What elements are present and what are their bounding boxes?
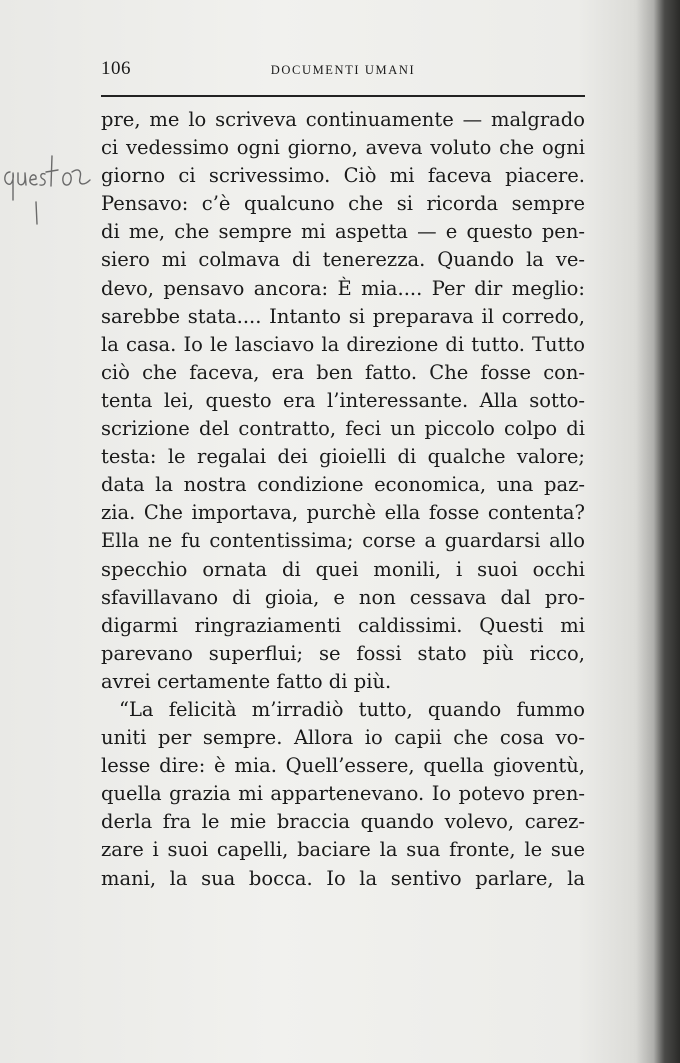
text-line: tenta lei, questo era l’interessante. Alla sotto- xyxy=(101,388,585,412)
text-line: parevano superflui; se fossi stato più ricco, xyxy=(101,641,585,665)
text-line: siero mi colmava di tenerezza. Quando la ve- xyxy=(101,248,585,272)
paragraph xyxy=(101,696,585,893)
text-line: specchio ornata di quei monili, i suoi occhi xyxy=(101,557,585,581)
text-line: lesse dire: è mia. Quell’essere, quella gioventù, xyxy=(101,754,585,778)
text-line: zia. Che importava, purchè ella fosse contenta? xyxy=(101,501,585,525)
page-header xyxy=(101,58,585,82)
page-binding-edge xyxy=(636,0,680,1063)
text-line: quella grazia mi appartenevano. Io potevo pren- xyxy=(101,782,585,806)
text-line: Pensavo: c’è qualcuno che si ricorda sempre xyxy=(101,192,585,216)
text-line: mani, la sua bocca. Io la sentivo parlare, la xyxy=(101,866,585,890)
text-line: sfavillavano di gioia, e non cessava dal pro- xyxy=(101,585,585,609)
text-line: uniti per sempre. Allora io capii che cosa vo- xyxy=(101,726,585,750)
text-line: zare i suoi capelli, baciare la sua fronte, le sue xyxy=(101,838,585,862)
text-line: la casa. Io le lasciavo la direzione di tutto. Tutto xyxy=(101,332,585,356)
text-line: giorno ci scrivessimo. Ciò mi faceva piacere. xyxy=(101,164,585,188)
text-line: sarebbe stata.... Intanto si preparava il corredo, xyxy=(101,304,585,328)
header-rule xyxy=(101,95,585,97)
text-line: “La felicità m’irradiò tutto, quando fummo xyxy=(119,697,585,721)
text-line: di me, che sempre mi aspetta — e questo pen- xyxy=(101,220,585,244)
text-line: ci vedessimo ogni giorno, aveva voluto che ogni xyxy=(101,136,585,160)
margin-annotation xyxy=(2,142,100,232)
text-line: scrizione del contratto, feci un piccolo colpo di xyxy=(101,417,585,441)
text-line: testa: le regalai dei gioielli di qualche valore; xyxy=(101,445,585,469)
text-line: derla fra le mie braccia quando volevo, carez- xyxy=(101,810,585,834)
text-line: ciò che faceva, era ben fatto. Che fosse con- xyxy=(101,360,585,384)
text-line: pre, me lo scriveva continuamente — malgrado xyxy=(101,108,585,131)
text-line: Ella ne fu contentissima; corse a guardarsi allo xyxy=(101,529,585,553)
text-line: devo, pensavo ancora: È mia.... Per dir meglio: xyxy=(101,276,585,300)
text-line: avrei certamente fatto di più. xyxy=(101,669,392,693)
running-title: DOCUMENTI UMANI xyxy=(270,63,416,77)
text-line: digarmi ringraziamenti caldissimi. Questi mi xyxy=(101,613,585,637)
handwritten-note-drawing xyxy=(2,142,100,232)
page-number: 106 xyxy=(101,58,131,79)
text-line: data la nostra condizione economica, una paz- xyxy=(101,473,585,497)
body-text xyxy=(101,106,585,893)
paragraph xyxy=(101,106,585,696)
